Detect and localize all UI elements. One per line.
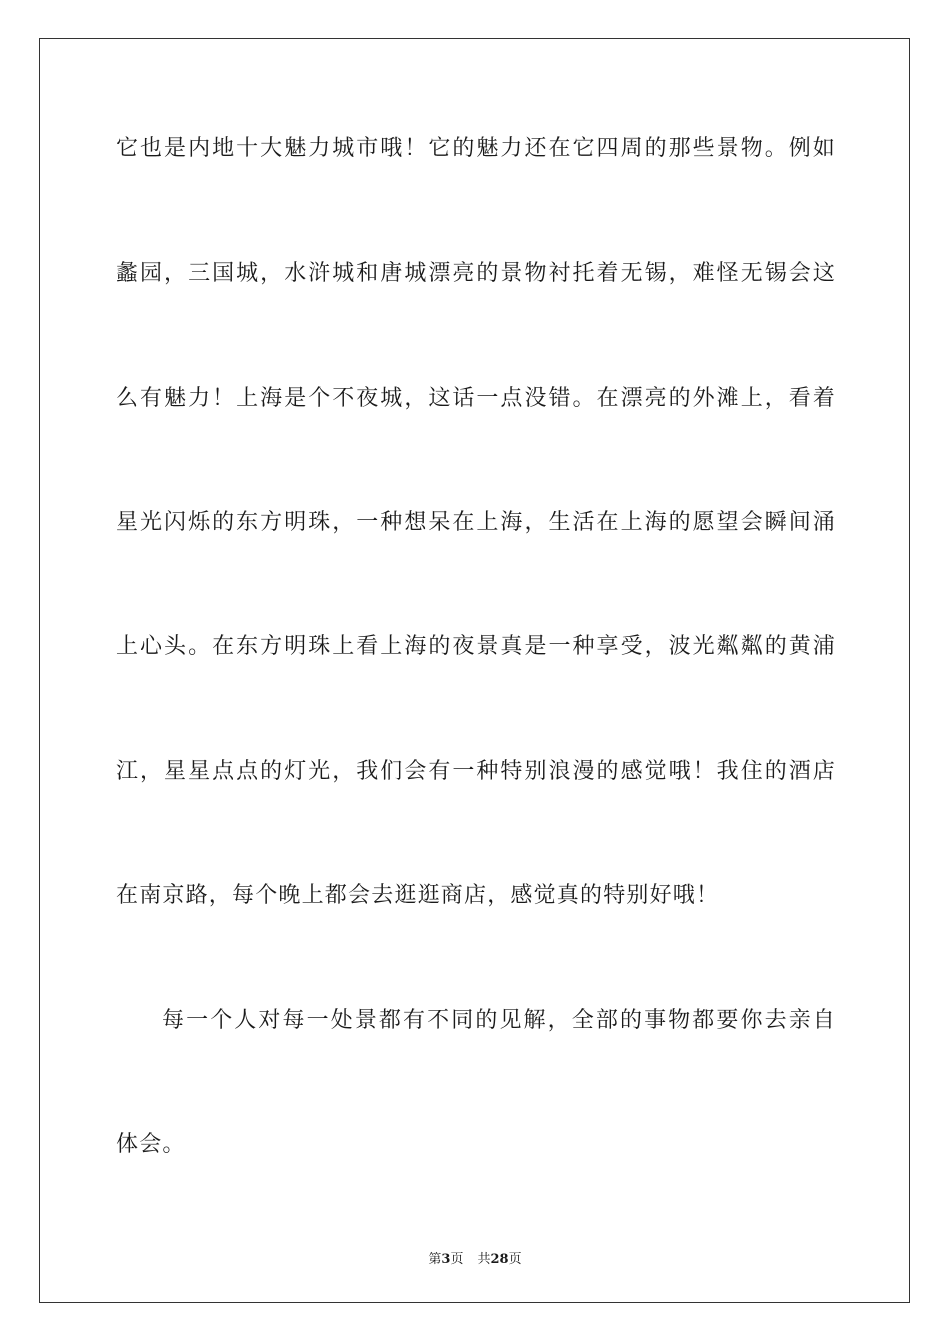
total-prefix: 共	[477, 1252, 491, 1267]
page-number: 3	[441, 1252, 451, 1267]
paragraph-line: 星光闪烁的东方明珠，一种想呆在上海，生活在上海的愿望会瞬间涌	[116, 510, 836, 535]
paragraph-line: 在南京路，每个晚上都会去逛逛商店，感觉真的特别好哦！	[116, 883, 720, 908]
paragraph-line: 它也是内地十大魅力城市哦！它的魅力还在它四周的那些景物。例如	[116, 136, 836, 161]
paragraph-line: 体会。	[116, 1132, 186, 1157]
page-border	[39, 38, 910, 1303]
page-prefix: 第	[428, 1252, 442, 1267]
paragraph-line: 每一个人对每一处景都有不同的见解，全部的事物都要你去亲自	[162, 1008, 836, 1033]
total-suffix: 页	[508, 1252, 522, 1267]
paragraph-line: 江，星星点点的灯光，我们会有一种特别浪漫的感觉哦！我住的酒店	[116, 759, 836, 784]
total-pages: 28	[490, 1252, 509, 1267]
paragraph-line: 上心头。在东方明珠上看上海的夜景真是一种享受，波光粼粼的黄浦	[116, 634, 836, 659]
page-footer	[0, 1248, 950, 1267]
paragraph-line: 么有魅力！上海是个不夜城，这话一点没错。在漂亮的外滩上，看着	[116, 386, 836, 411]
paragraph-line: 蠡园，三国城，水浒城和唐城漂亮的景物衬托着无锡，难怪无锡会这	[116, 261, 836, 286]
page-suffix: 页	[450, 1252, 464, 1267]
